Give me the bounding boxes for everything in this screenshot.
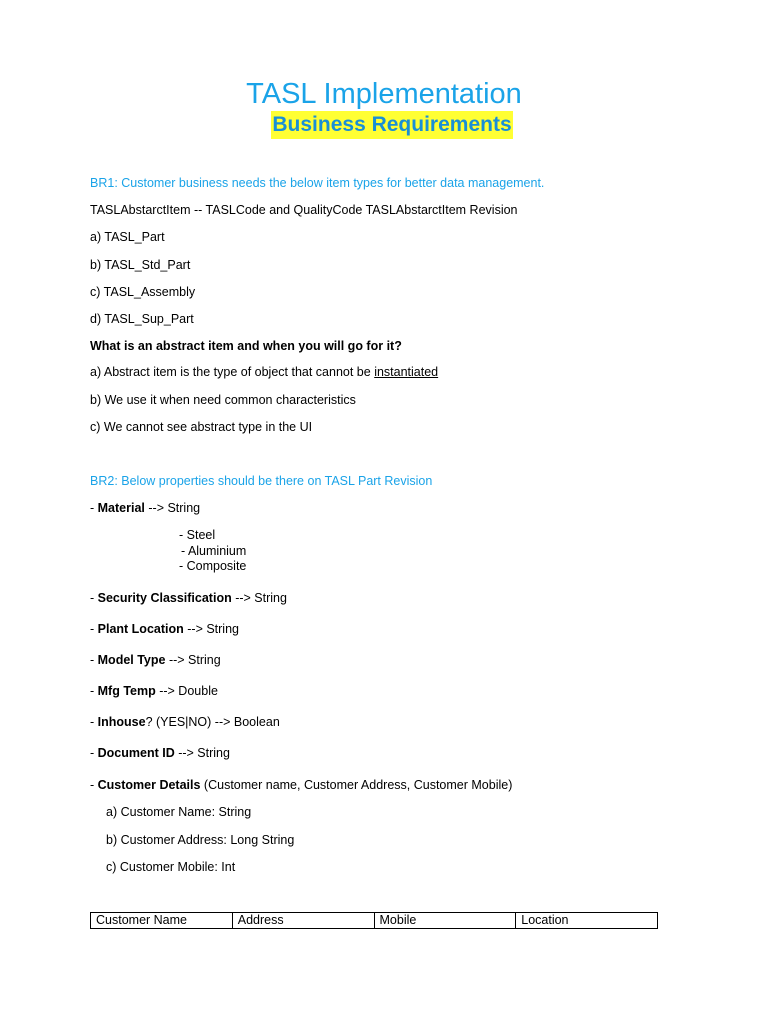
br1-heading: BR1: Customer business needs the below item types for better data management. <box>90 176 545 190</box>
table-header-row <box>91 913 658 929</box>
property-name: Mfg Temp <box>97 684 156 698</box>
property-inhouse <box>90 714 280 730</box>
property-dash: - <box>90 653 98 667</box>
customer-field: c) Customer Mobile: Int <box>106 860 236 874</box>
material-value: - Composite <box>179 559 247 573</box>
property-name: Inhouse <box>97 715 146 729</box>
property-mfg-temp <box>90 683 218 699</box>
property-document-id <box>90 745 230 761</box>
property-type: --> String <box>231 591 287 605</box>
property-dash: - <box>90 622 98 636</box>
property-type: ? (YES|NO) --> Boolean <box>145 715 280 729</box>
property-security-classification <box>90 590 287 606</box>
br1-item: c) TASL_Assembly <box>90 285 196 299</box>
document-title: TASL Implementation <box>246 78 522 110</box>
br1-answer-c: c) We cannot see abstract type in the UI <box>90 420 313 434</box>
br2-heading: BR2: Below properties should be there on TASL Part Revision <box>90 474 433 488</box>
property-material <box>90 500 200 516</box>
property-name: Plant Location <box>97 622 184 636</box>
property-name: Customer Details <box>97 778 201 792</box>
property-dash: - <box>90 684 98 698</box>
br1-item: a) TASL_Part <box>90 230 165 244</box>
property-customer-details <box>90 777 512 793</box>
material-value: - Steel <box>179 528 216 542</box>
customer-field: b) Customer Address: Long String <box>106 833 295 847</box>
br1-intro: TASLAbstarctItem -- TASLCode and QualityCode TASLAbstarctItem Revision <box>90 203 518 217</box>
property-dash: - <box>90 778 98 792</box>
property-dash: - <box>90 501 98 515</box>
table-header-cell: Location <box>516 913 658 929</box>
property-type: --> String <box>183 622 239 636</box>
property-type: --> Double <box>155 684 218 698</box>
property-type: --> String <box>144 501 201 515</box>
subtitle-wrap <box>0 111 768 139</box>
answer-a-text: a) Abstract item is the type of object that cannot be <box>90 365 375 379</box>
instantiated-underlined: instantiated <box>374 365 439 379</box>
property-dash: - <box>90 746 98 760</box>
property-name: Material <box>97 501 145 515</box>
property-type: (Customer name, Customer Address, Customer Mobile) <box>200 778 513 792</box>
property-plant-location <box>90 621 239 637</box>
property-name: Model Type <box>97 653 166 667</box>
property-type: --> String <box>174 746 230 760</box>
table-header-cell: Mobile <box>374 913 516 929</box>
property-dash: - <box>90 715 98 729</box>
br1-answer-a <box>90 364 438 380</box>
br1-question: What is an abstract item and when you will go for it? <box>90 339 402 353</box>
document-subtitle: Business Requirements <box>271 111 512 139</box>
property-type: --> String <box>165 653 221 667</box>
br1-answer-b: b) We use it when need common characteristics <box>90 393 356 407</box>
property-name: Document ID <box>97 746 175 760</box>
br1-item: b) TASL_Std_Part <box>90 258 191 272</box>
customer-field: a) Customer Name: String <box>106 805 252 819</box>
material-value: - Aluminium <box>181 544 247 558</box>
property-model-type <box>90 652 221 668</box>
property-dash: - <box>90 591 98 605</box>
property-name: Security Classification <box>97 591 232 605</box>
table-header-cell: Customer Name <box>91 913 233 929</box>
br1-item: d) TASL_Sup_Part <box>90 312 194 326</box>
customer-table <box>90 912 658 929</box>
table-header-cell: Address <box>232 913 374 929</box>
